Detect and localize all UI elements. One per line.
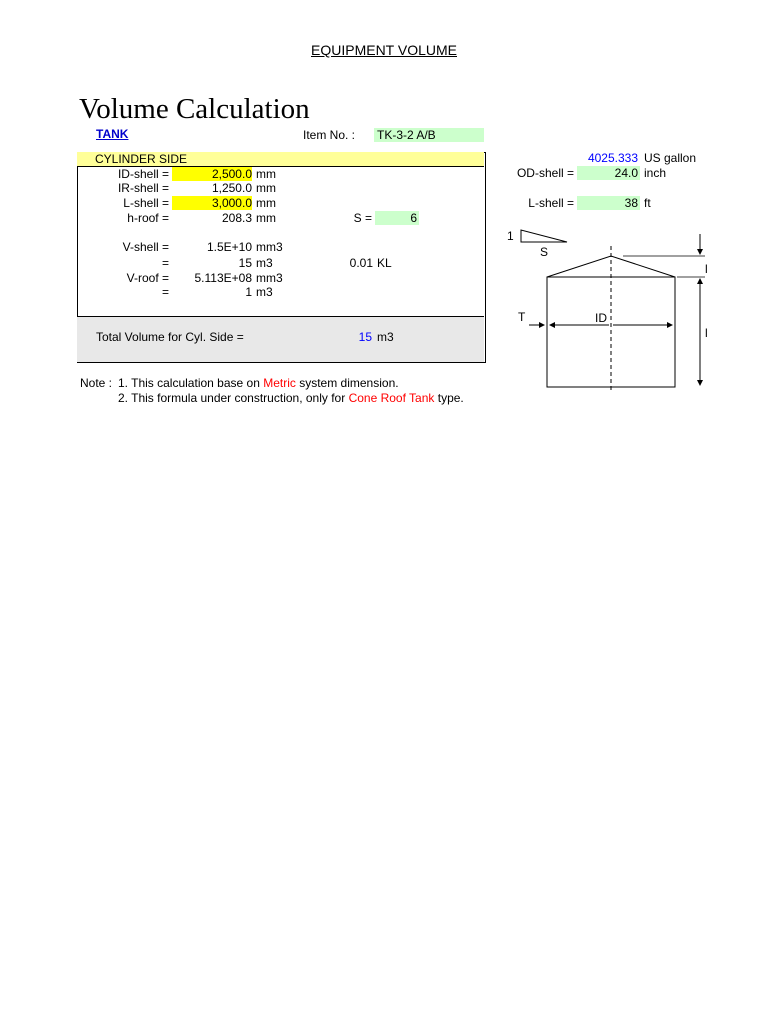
item-no-value[interactable]: TK-3-2 A/B (374, 128, 484, 142)
thickness-label: T (518, 310, 526, 324)
cone-roof-tank-diagram (505, 222, 720, 392)
note-2-highlight: Cone Roof Tank (348, 391, 435, 405)
note-2-text-a: 2. This formula under construction, only for (118, 391, 349, 405)
id-shell-label: ID-shell = (117, 167, 169, 181)
slope-label-s: S (540, 245, 549, 259)
v-roof-unit: mm3 (256, 271, 283, 285)
l-shell-unit: mm (256, 196, 276, 210)
od-shell-unit: inch (644, 166, 667, 180)
v-shell-label: V-shell = (122, 240, 169, 254)
l-shell-input[interactable]: 3,000.0 (172, 196, 252, 210)
id-shell-unit: mm (256, 167, 276, 181)
id-shell-input[interactable]: 2,500.0 (172, 167, 252, 181)
h-roof-unit: mm (256, 211, 276, 225)
od-shell-label: OD-shell = (516, 166, 574, 180)
od-shell-value: 24.0 (577, 166, 640, 180)
v-shell-unit: mm3 (256, 240, 283, 254)
v-shell-m3-value: 15 (238, 256, 252, 270)
document-header-title: EQUIPMENT VOLUME (311, 42, 457, 58)
note-prefix: Note : (80, 376, 113, 390)
cone-roof-outline (547, 256, 675, 277)
v-shell-m3-unit: m3 (256, 256, 273, 270)
imperial-l-shell-label: L-shell = (528, 196, 574, 210)
note-1-text-a: 1. This calculation base on (118, 376, 264, 390)
gallon-value: 4025.333 (587, 151, 638, 165)
total-volume-unit: m3 (377, 330, 394, 344)
roof-height-label: l (705, 262, 708, 276)
slope-label-one: 1 (507, 229, 514, 243)
v-roof-m3-unit: m3 (256, 285, 273, 299)
kl-unit: KL (377, 256, 392, 270)
ir-shell-value: 1,250.0 (211, 181, 252, 195)
v-roof-value: 5.113E+08 (194, 271, 252, 285)
v-shell-m3-label: = (161, 256, 169, 270)
l-shell-label: L-shell = (123, 196, 169, 210)
id-label: ID (595, 311, 607, 325)
v-roof-m3-label: = (161, 285, 169, 299)
shell-length-label: l (705, 326, 708, 340)
slope-triangle (521, 230, 567, 242)
cylinder-side-title: CYLINDER SIDE (95, 152, 188, 166)
tank-link[interactable]: TANK (96, 127, 129, 141)
kl-value: 0.01 (349, 256, 373, 270)
page-title: Volume Calculation (79, 93, 310, 125)
note-1-text-b: system dimension. (295, 376, 399, 390)
slope-s-input[interactable]: 6 (375, 211, 419, 225)
note-line-1 (118, 376, 399, 390)
item-no-label: Item No. : (303, 128, 356, 142)
v-roof-m3-value: 1 (245, 285, 252, 299)
total-volume-value: 15 (358, 330, 372, 344)
note-2-text-b: type. (434, 391, 464, 405)
slope-s-label: S = (353, 211, 372, 225)
cylinder-side-header (77, 152, 484, 167)
note-1-highlight: Metric (263, 376, 296, 390)
note-line-2 (118, 391, 464, 405)
h-roof-label: h-roof = (127, 211, 169, 225)
h-roof-value: 208.3 (221, 211, 252, 225)
v-roof-label: V-roof = (126, 271, 169, 285)
ir-shell-label: IR-shell = (117, 181, 169, 195)
gallon-unit: US gallon (644, 151, 697, 165)
ir-shell-unit: mm (256, 181, 276, 195)
imperial-l-shell-value: 38 (577, 196, 640, 210)
v-shell-value: 1.5E+10 (206, 240, 252, 254)
total-volume-label: Total Volume for Cyl. Side = (96, 330, 244, 344)
imperial-l-shell-unit: ft (644, 196, 651, 210)
